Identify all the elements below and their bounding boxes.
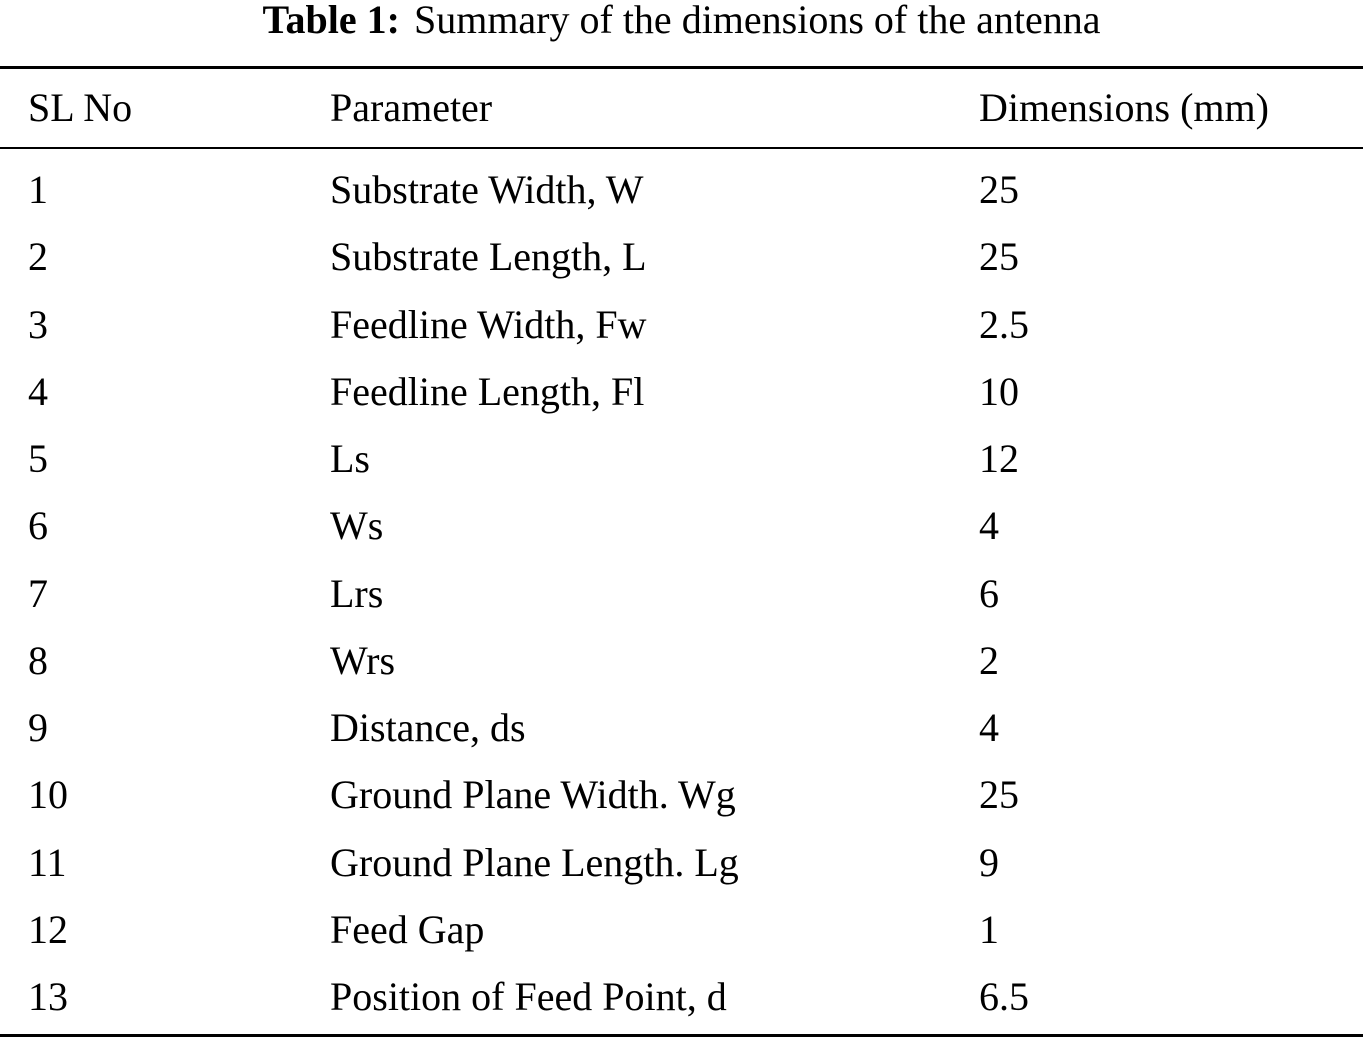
cell-parameter: Ground Plane Width. Wg: [330, 772, 736, 818]
table-top-rule: [0, 66, 1363, 69]
header-parameter: Parameter: [330, 85, 493, 130]
cell-sl-no: 2: [28, 234, 48, 280]
table-caption-label: Table 1:: [262, 0, 400, 42]
table-row: [0, 156, 1363, 223]
table-header-row: [0, 74, 1363, 141]
table-header-rule: [0, 147, 1363, 149]
cell-dimension: 9: [979, 839, 999, 885]
cell-dimension: 10: [979, 368, 1019, 414]
cell-dimension: 2: [979, 637, 999, 683]
table-row: [0, 963, 1363, 1030]
table-row: [0, 761, 1363, 828]
header-sl-no: SL No: [28, 85, 133, 130]
table-row: [0, 291, 1363, 358]
cell-sl-no: 9: [28, 705, 48, 750]
cell-sl-no: 10: [28, 772, 68, 818]
cell-sl-no: 12: [28, 906, 68, 952]
cell-dimension: 25: [979, 167, 1019, 212]
cell-parameter: Feed Gap: [330, 906, 485, 952]
table-row: [0, 358, 1363, 425]
cell-sl-no: 4: [28, 368, 48, 414]
cell-parameter: Ws: [330, 503, 384, 549]
table-row: [0, 627, 1363, 694]
cell-parameter: Feedline Width, Fw: [330, 301, 647, 347]
cell-dimension: 6: [979, 570, 999, 616]
header-dimensions: Dimensions (mm): [979, 85, 1269, 130]
cell-sl-no: 5: [28, 436, 48, 481]
cell-dimension: 6.5: [979, 974, 1029, 1019]
table-caption-text: Summary of the dimensions of the antenna: [413, 0, 1101, 42]
cell-sl-no: 13: [28, 974, 68, 1019]
cell-dimension: 1: [979, 906, 999, 952]
cell-sl-no: 3: [28, 301, 48, 347]
cell-parameter: Lrs: [330, 570, 384, 616]
cell-dimension: 12: [979, 436, 1019, 481]
table-row: [0, 896, 1363, 963]
table-row: [0, 223, 1363, 290]
cell-sl-no: 6: [28, 503, 48, 549]
cell-parameter: Wrs: [330, 637, 396, 683]
table-row: [0, 829, 1363, 896]
cell-sl-no: 8: [28, 637, 48, 683]
cell-dimension: 4: [979, 705, 999, 750]
cell-dimension: 25: [979, 234, 1019, 280]
cell-dimension: 4: [979, 503, 999, 549]
cell-sl-no: 11: [28, 839, 67, 885]
table-caption: [0, 0, 1363, 40]
table-row: [0, 694, 1363, 761]
cell-dimension: 25: [979, 772, 1019, 818]
cell-parameter: Ground Plane Length. Lg: [330, 839, 739, 885]
cell-sl-no: 1: [28, 167, 48, 212]
cell-parameter: Substrate Length, L: [330, 234, 647, 280]
cell-parameter: Position of Feed Point, d: [330, 974, 727, 1019]
cell-sl-no: 7: [28, 570, 48, 616]
table-row: [0, 492, 1363, 559]
cell-parameter: Feedline Length, Fl: [330, 368, 645, 414]
cell-parameter: Substrate Width, W: [330, 167, 644, 212]
cell-dimension: 2.5: [979, 301, 1029, 347]
cell-parameter: Distance, ds: [330, 705, 526, 750]
cell-parameter: Ls: [330, 436, 370, 481]
table-row: [0, 560, 1363, 627]
table-row: [0, 425, 1363, 492]
